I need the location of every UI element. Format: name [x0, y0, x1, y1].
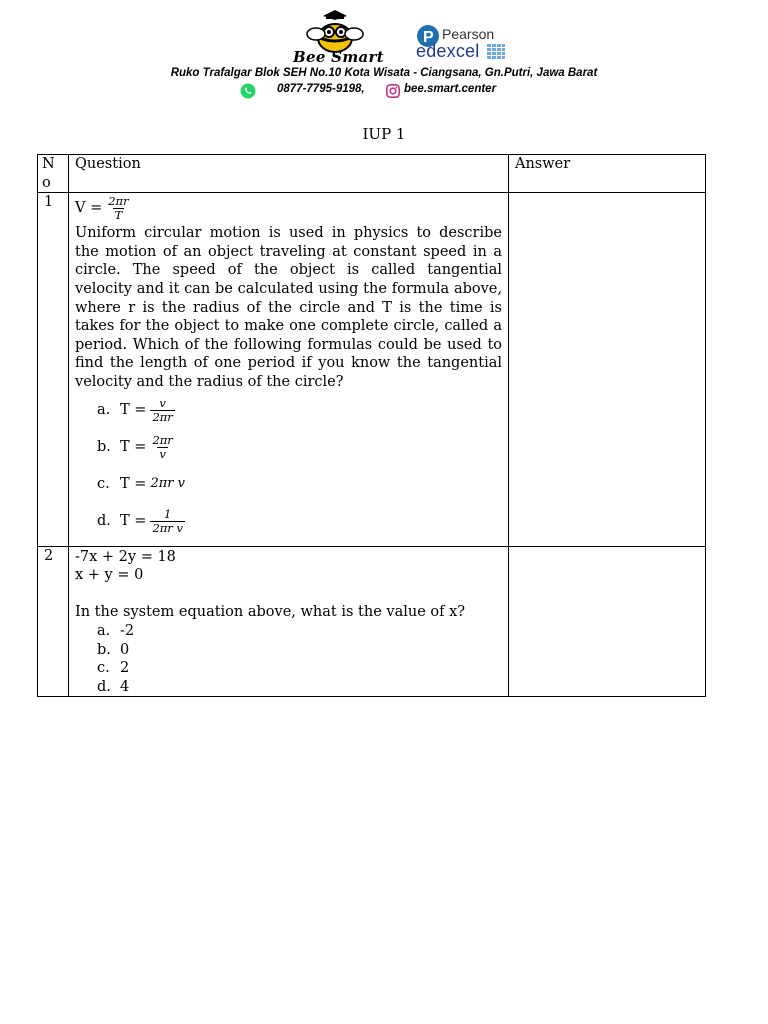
option-lhs: T = — [120, 512, 147, 529]
instagram-handle: bee.smart.center — [404, 83, 497, 95]
option-text: 2 — [120, 660, 130, 677]
list-item — [97, 678, 502, 697]
option-label: b. — [97, 641, 111, 658]
option-fraction — [150, 508, 185, 535]
option-text: 0 — [120, 641, 130, 658]
list-item — [97, 466, 502, 503]
option-label: b. — [97, 438, 111, 455]
question-number: 2 — [38, 546, 69, 697]
question-table — [37, 154, 706, 697]
column-header-question: Question — [69, 155, 509, 193]
column-header-answer: Answer — [509, 155, 706, 193]
option-numerator: v — [159, 395, 166, 410]
option-label: d. — [97, 678, 111, 695]
list-item — [97, 503, 502, 540]
equation-2: x + y = 0 — [75, 567, 144, 584]
pearson-name: Pearson — [442, 26, 495, 42]
option-denominator: v — [159, 446, 166, 461]
formula-denominator: T — [114, 208, 123, 223]
svg-text:P: P — [423, 29, 434, 46]
document-title: IUP 1 — [362, 125, 406, 143]
option-fraction — [150, 397, 174, 424]
list-item — [97, 392, 502, 429]
option-lhs: T = — [120, 475, 147, 492]
options-list — [75, 622, 502, 696]
list-item — [97, 622, 502, 641]
option-denominator: 2πr v — [152, 520, 183, 535]
option-label: d. — [97, 512, 111, 529]
option-fraction — [150, 434, 174, 461]
option-text: -2 — [120, 622, 135, 639]
whatsapp-icon — [240, 83, 256, 99]
formula-numerator: 2πr — [108, 194, 129, 209]
options-list — [75, 392, 502, 540]
formula-lhs: V = — [75, 200, 103, 217]
question-number: 1 — [38, 193, 69, 546]
option-numerator: 2πr — [152, 432, 173, 447]
spacer — [75, 585, 502, 604]
address: Ruko Trafalgar Blok SEH No.10 Kota Wisata - Ciangsana, Gn.Putri, Jawa Barat — [170, 67, 598, 79]
option-label: a. — [97, 401, 111, 418]
table-header-row — [38, 155, 706, 193]
answer-cell[interactable] — [509, 193, 706, 546]
edexcel-grid-icon — [487, 44, 505, 59]
question-text: Uniform circular motion is used in physics to describe the motion of an object traveling at constant speed in a circle. The speed of the object is called tangential velocity and it can be calculated using the formula above, where r is the radius of the circle and T is the time is takes for the object to make one complete circle, called a period. Which of the following formulas could be used to find the length of one period if you know the tangential velocity and the radius of the circle? — [75, 225, 502, 390]
letterhead — [0, 0, 768, 110]
phone-number: 0877-7795-9198, — [277, 83, 365, 95]
option-lhs: T = — [120, 401, 147, 418]
column-header-no-label: No — [42, 156, 55, 191]
question-text: In the system equation above, what is the value of x? — [75, 604, 466, 621]
answer-cell[interactable] — [509, 546, 706, 697]
edexcel-name: edexcel — [416, 41, 480, 61]
option-label: c. — [97, 475, 110, 492]
option-lhs: T = — [120, 438, 147, 455]
option-text: 4 — [120, 678, 130, 695]
table-row — [38, 546, 706, 697]
table-row — [38, 193, 706, 546]
list-item — [97, 641, 502, 660]
instagram-icon — [386, 84, 400, 98]
list-item — [97, 659, 502, 678]
option-expression: 2πr v — [150, 475, 185, 491]
option-numerator: 1 — [164, 506, 172, 521]
formula-fraction — [106, 195, 130, 222]
brand-name: Bee Smart — [293, 48, 384, 66]
column-header-no — [38, 155, 69, 193]
option-denominator: 2πr — [152, 409, 173, 424]
list-item — [97, 429, 502, 466]
question-cell — [69, 193, 509, 546]
question-cell — [69, 546, 509, 697]
equation-1: -7x + 2y = 18 — [75, 548, 176, 565]
question-formula — [75, 195, 131, 222]
option-label: a. — [97, 622, 111, 639]
option-label: c. — [97, 660, 110, 677]
